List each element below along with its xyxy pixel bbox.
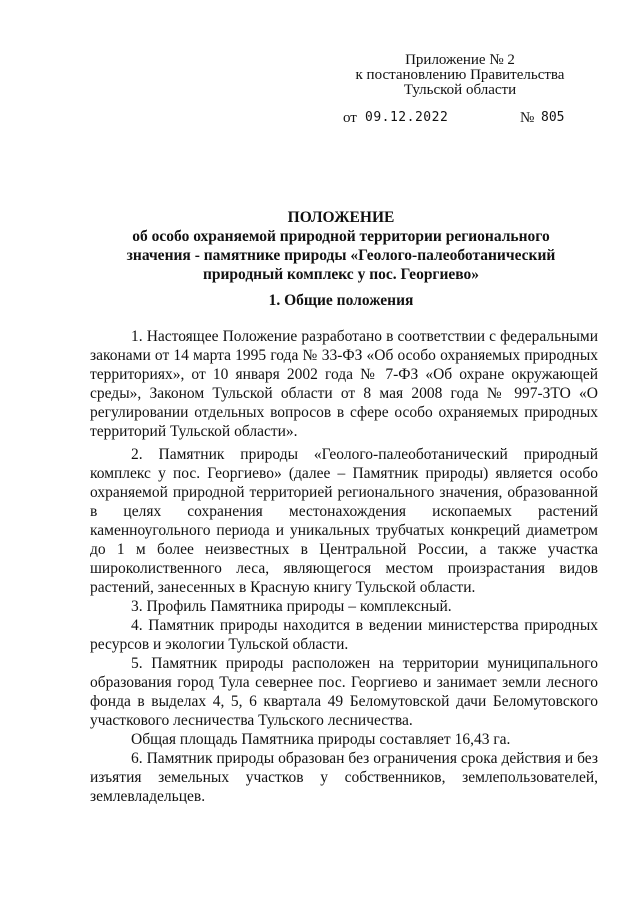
paragraph: 1. Настоящее Положение разработано в соответствии с федеральными законами от 14 марта 1995 года № 33-ФЗ «Об особо охраняемых природных территориях», от 10 января 2002 года № 7-ФЗ «Об охране окружающей среды», Законом Тульской области от 8 мая 2008 года № 997-ЗТО «О регулировании отдельных вопросов в сфере особо охраняемых природных территорий Тульской области». (90, 328, 598, 440)
appendix-line: Тульской области (403, 82, 517, 98)
title-subtitle: об особо охраняемой природной территории регионального значения - памятнике природы «Геолого-палеоботанический природный комплекс у пос. Георгиево» (126, 228, 556, 283)
paragraph: 6. Памятник природы образован без ограничения срока действия и без изъятия земельных участков у собственников, землепользователей, землевладельцев. (90, 750, 598, 805)
date-prefix: от (343, 110, 357, 126)
document-number: 805 (541, 110, 565, 125)
title-head: ПОЛОЖЕНИЕ (287, 209, 395, 226)
appendix-line: Приложение № 2 (405, 52, 515, 68)
paragraph: 3. Профиль Памятника природы – комплексный. (131, 598, 452, 615)
document-title (100, 208, 582, 284)
section-body (90, 327, 598, 806)
number-sign: № (520, 110, 535, 126)
paragraph: Общая площадь Памятника природы составляет 16,43 га. (131, 731, 511, 748)
document-date: 09.12.2022 (365, 110, 449, 125)
paragraph: 5. Памятник природы расположен на территории муниципального образования город Тула севернее пос. Георгиево и занимает земли лесного фонда в выделах 4, 5, 6 квартала 49 Беломутовской дачи Беломутовского участкового лесничества Тульского лесничества. (90, 655, 598, 729)
appendix-block (340, 53, 580, 98)
paragraph: 4. Памятник природы находится в ведении министерства природных ресурсов и экологии Тульской области. (90, 617, 598, 653)
appendix-line: к постановлению Правительства (355, 67, 565, 83)
section-heading: 1. Общие положения (268, 292, 414, 309)
paragraph: 2. Памятник природы «Геолого-палеоботанический природный комплекс у пос. Георгиево» (далее – Памятник природы) является особо охраняемой природной территорией регионального значения, образованной в целях сохранения местонахождения ископаемых растений каменноугольного периода и уникальных трубчатых конкреций диаметром до 1 м более неизвестных в Центральной России, а также участка широколиственного леса, являющегося местом произрастания видов растений, занесенных в Красную книгу Тульской области. (90, 446, 598, 596)
